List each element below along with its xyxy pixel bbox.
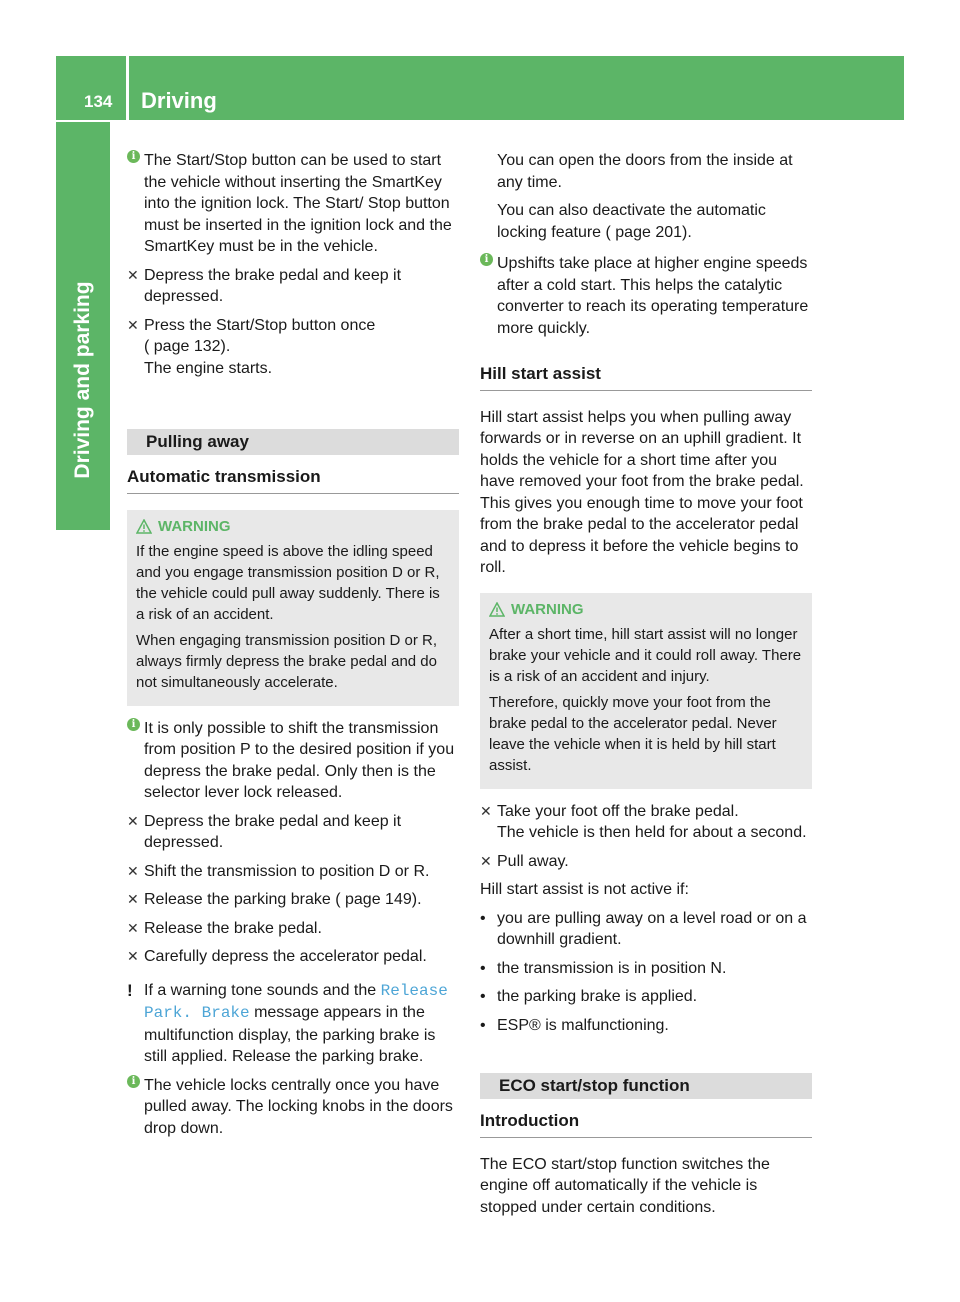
- step-arrow-icon: ✕: [127, 919, 139, 936]
- page-reference-link[interactable]: ( page 132).: [144, 338, 231, 355]
- bullet-text: the parking brake is applied.: [497, 988, 698, 1005]
- side-tab-label: Driving and parking: [71, 281, 94, 479]
- step-result-text: The vehicle is then held for about a second.: [497, 824, 807, 841]
- step-text: Depress the brake pedal and keep it depressed.: [144, 812, 402, 851]
- paragraph: You can also deactivate the automatic locking feature ( page 201).: [497, 202, 766, 241]
- warning-text: When engaging transmission position D or R, always firmly depress the brake pedal and do not simultaneously accelerate.: [136, 631, 437, 691]
- info-icon: i: [127, 150, 140, 163]
- bullet-item: [480, 1015, 812, 1037]
- step-item: [127, 946, 459, 968]
- step-arrow-icon: ✕: [127, 948, 139, 964]
- caution-text: If a warning tone sounds and the: [144, 981, 377, 999]
- step-text: Press the Start/Stop button once: [144, 316, 376, 334]
- step-item: [127, 811, 459, 854]
- info-note: [127, 718, 459, 804]
- warning-title: WARNING: [136, 516, 450, 537]
- bullet-text: the transmission is in position N.: [497, 959, 727, 977]
- step-text: Pull away.: [497, 852, 569, 870]
- step-item: [127, 861, 459, 883]
- step-text: Carefully depress the accelerator pedal.: [144, 948, 427, 965]
- section-heading-pulling-away: Pulling away: [127, 429, 459, 455]
- paragraph: The ECO start/stop function switches the engine off automatically if the vehicle is stopped under certain conditions.: [480, 1155, 770, 1216]
- bullet-dot-icon: •: [480, 909, 486, 927]
- right-column: [480, 150, 812, 1225]
- bullet-item: [480, 908, 812, 951]
- warning-title: WARNING: [489, 599, 803, 620]
- subheading-introduction: Introduction: [480, 1110, 812, 1138]
- info-note: [480, 253, 812, 339]
- warning-box: [127, 510, 459, 706]
- step-item: [127, 265, 459, 308]
- step-item: [127, 315, 459, 380]
- warning-box: [480, 593, 812, 789]
- header-band-right: [129, 56, 904, 120]
- step-item: [127, 918, 459, 940]
- warning-triangle-icon: [136, 519, 152, 534]
- info-note-text: It is only possible to shift the transmission from position P to the desired position if you depress the brake pedal. Only then is the selector lever lock released.: [144, 719, 455, 801]
- display-message: Release Park. Brake: [144, 981, 448, 1022]
- section-heading-eco-start-stop: ECO start/stop function: [480, 1073, 812, 1099]
- info-note: [127, 150, 459, 258]
- step-item: [480, 801, 812, 844]
- info-note-text: The Start/Stop button can be used to start the vehicle without inserting the SmartKey into the ignition lock. The Start/ Stop button must be inserted in the ignition lock and the SmartKey must be in the vehicle.: [144, 152, 452, 255]
- info-icon: i: [127, 1075, 140, 1088]
- subheading-hill-start-assist: Hill start assist: [480, 363, 812, 391]
- caution-exclamation-icon: !: [127, 980, 133, 1000]
- step-text: Take your foot off the brake pedal.: [497, 802, 739, 820]
- step-item: [480, 851, 812, 873]
- paragraph: Hill start assist is not active if:: [480, 881, 689, 898]
- step-arrow-icon: ✕: [480, 802, 492, 819]
- step-arrow-icon: ✕: [127, 862, 139, 879]
- bullet-text: ESP® is malfunctioning.: [497, 1016, 669, 1034]
- left-column: [127, 150, 459, 1146]
- caution-text: message appears in the multifunction display, the parking brake is still applied. Release the parking brake.: [144, 1004, 436, 1065]
- bullet-text: you are pulling away on a level road or on a downhill gradient.: [497, 909, 807, 948]
- bullet-dot-icon: •: [480, 1016, 486, 1034]
- info-icon: i: [127, 718, 140, 731]
- info-note-text: The vehicle locks centrally once you have pulled away. The locking knobs in the doors drop down.: [144, 1076, 453, 1137]
- info-note: [127, 1075, 459, 1140]
- bullet-item: [480, 958, 812, 980]
- page-number: 134: [84, 92, 113, 111]
- page-title: Driving: [141, 88, 217, 113]
- step-arrow-icon: ✕: [127, 266, 139, 283]
- step-text: Release the brake pedal.: [144, 919, 322, 937]
- paragraph: You can open the doors from the inside at any time.: [497, 152, 793, 191]
- warning-text: If the engine speed is above the idling speed and you engage transmission position D or R, the vehicle could pull away suddenly. There is a risk of an accident.: [136, 542, 440, 623]
- caution-note: [127, 980, 459, 1068]
- bullet-dot-icon: •: [480, 988, 486, 1005]
- step-text: Release the parking brake ( page 149).: [144, 891, 422, 908]
- info-icon: i: [480, 253, 493, 266]
- step-result-text: The engine starts.: [144, 359, 273, 377]
- warning-text: Therefore, quickly move your foot from the brake pedal to the accelerator pedal. Never leave the vehicle when it is held by hill start assist.: [489, 693, 777, 774]
- warning-triangle-icon: [489, 602, 505, 617]
- subheading-automatic-transmission: Automatic transmission: [127, 466, 459, 494]
- warning-text: After a short time, hill start assist will no longer brake your vehicle and it could roll away. There is a risk of an accident and injury.: [489, 625, 802, 685]
- bullet-item: [480, 986, 812, 1008]
- step-text: Shift the transmission to position D or R.: [144, 862, 430, 880]
- step-arrow-icon: ✕: [127, 812, 139, 829]
- step-arrow-icon: ✕: [480, 852, 492, 869]
- info-note-text: Upshifts take place at higher engine speeds after a cold start. This helps the catalytic converter to reach its operating temperature more quickly.: [497, 255, 809, 337]
- step-arrow-icon: ✕: [127, 891, 139, 907]
- step-arrow-icon: ✕: [127, 316, 139, 333]
- step-item: [127, 889, 459, 911]
- bullet-dot-icon: •: [480, 959, 486, 977]
- step-text: Depress the brake pedal and keep it depressed.: [144, 266, 402, 305]
- paragraph: Hill start assist helps you when pulling away forwards or in reverse on an uphill gradient. It holds the vehicle for a short time after you have removed your foot from the brake pedal. This gives you enough time to move your foot from the brake pedal to the accelerator pedal and to depress it before the vehicle begins to roll.: [480, 408, 804, 576]
